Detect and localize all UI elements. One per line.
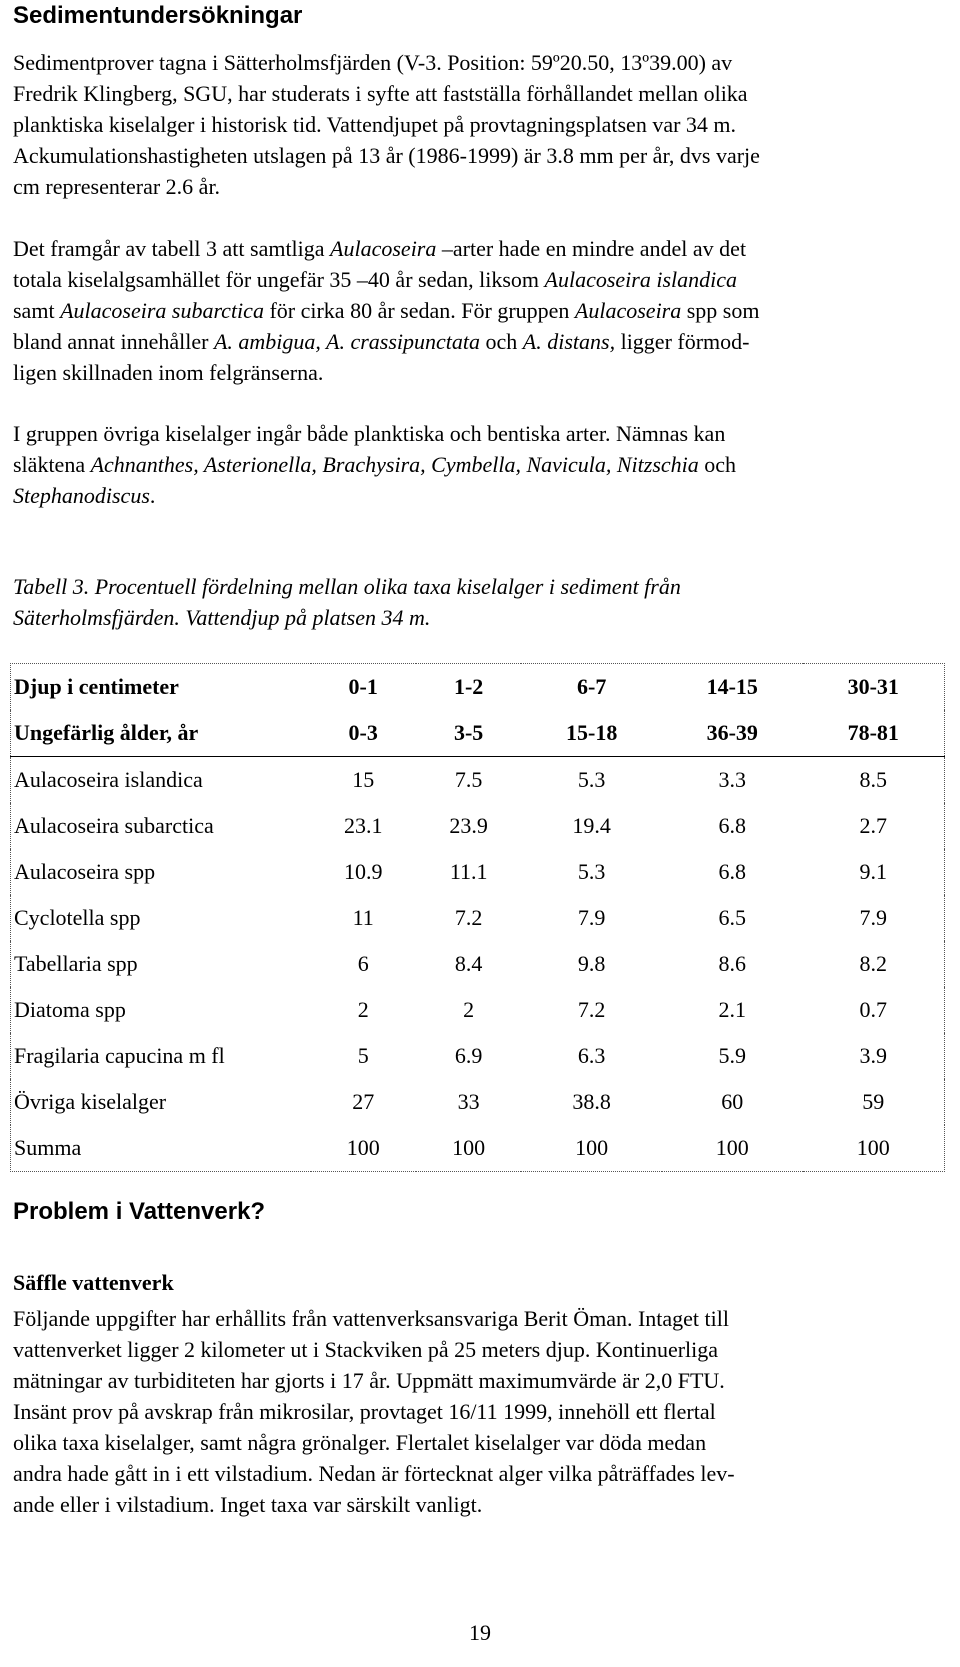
text-line: Stephanodiscus. bbox=[13, 483, 156, 508]
table-cell: 0-1 bbox=[348, 674, 378, 699]
table-row bbox=[11, 757, 945, 804]
table-cell: 1-2 bbox=[453, 674, 484, 699]
table-cell: 6.8 bbox=[718, 859, 746, 884]
table-cell: 2.1 bbox=[718, 997, 746, 1022]
table-row-label: Aulacoseira subarctica bbox=[14, 813, 214, 838]
table-cell: 7.9 bbox=[859, 905, 888, 930]
text-line: andra hade gått in i ett vilstadium. Nedan är förtecknat alger vilka påträffades lev- bbox=[13, 1461, 735, 1486]
table-caption bbox=[13, 571, 948, 633]
table-cell: 59 bbox=[862, 1089, 885, 1114]
caption-line: Säterholmsfjärden. Vattendjup på platsen 34 m. bbox=[13, 605, 431, 630]
paragraph-ovriga bbox=[13, 418, 948, 511]
table-cell: 78-81 bbox=[803, 710, 945, 757]
section-heading-vattenverk: Problem i Vattenverk? bbox=[13, 1198, 266, 1225]
table-cell: 60 bbox=[721, 1089, 744, 1114]
text-line: ande eller i vilstadium. Inget taxa var särskilt vanligt. bbox=[13, 1492, 483, 1517]
text-line: Ackumulationshastigheten utslagen på 13 år (1986-1999) är 3.8 mm per år, dvs varje bbox=[13, 143, 760, 168]
table-cell: 100 bbox=[346, 1135, 380, 1160]
table-cell: 5.9 bbox=[718, 1043, 746, 1068]
text-line: bland annat innehåller A. ambigua, A. crassipunctata och A. distans, ligger förmod- bbox=[13, 329, 750, 354]
text-line: Sedimentprover tagna i Sätterholmsfjärden (V-3. Position: 59º20.50, 13º39.00) av bbox=[13, 50, 733, 75]
text-line: Det framgår av tabell 3 att samtliga Aulacoseira –arter hade en mindre andel av det bbox=[13, 236, 747, 261]
table-cell: 8.5 bbox=[859, 767, 888, 792]
text-line: cm representerar 2.6 år. bbox=[13, 174, 221, 199]
table-cell: 15-18 bbox=[521, 710, 662, 757]
table-cell: 0-3 bbox=[311, 710, 416, 757]
table-cell: 100 bbox=[575, 1135, 609, 1160]
table-cell: 7.2 bbox=[454, 905, 483, 930]
table-row-label: Aulacoseira spp bbox=[14, 859, 156, 884]
section-heading-sediment: Sedimentundersökningar bbox=[13, 2, 303, 29]
paragraph-aulacoseira bbox=[13, 233, 948, 388]
table-row bbox=[11, 895, 945, 941]
table-row bbox=[11, 1125, 945, 1172]
table-cell: 6.5 bbox=[718, 905, 746, 930]
table-header-row bbox=[11, 710, 945, 757]
table-cell: 2 bbox=[357, 997, 369, 1022]
table-cell: 11.1 bbox=[449, 859, 488, 884]
text-line: Följande uppgifter har erhållits från vattenverksansvariga Berit Öman. Intaget till bbox=[13, 1306, 729, 1331]
text-line: planktiska kiselalger i historisk tid. Vattendjupet på provtagningsplatsen var 34 m. bbox=[13, 112, 737, 137]
table-row bbox=[11, 849, 945, 895]
text-line: samt Aulacoseira subarctica för cirka 80 år sedan. För gruppen Aulacoseira spp som bbox=[13, 298, 760, 323]
table-cell: 100 bbox=[715, 1135, 749, 1160]
table-row-label: Tabellaria spp bbox=[14, 951, 138, 976]
table-cell: 6-7 bbox=[577, 674, 607, 699]
paragraph-saffle bbox=[13, 1303, 948, 1520]
table-cell: 23.9 bbox=[449, 813, 488, 838]
table-cell: 7.5 bbox=[454, 767, 483, 792]
table-cell: 100 bbox=[452, 1135, 486, 1160]
table-row-label: Diatoma spp bbox=[14, 997, 126, 1022]
table-cell: 36-39 bbox=[662, 710, 803, 757]
table-row bbox=[11, 1033, 945, 1079]
table-row-label: Summa bbox=[14, 1135, 82, 1160]
table-cell: 14-15 bbox=[706, 674, 758, 699]
table-cell: 23.1 bbox=[343, 813, 383, 838]
table-header-row bbox=[11, 664, 945, 711]
table-row bbox=[11, 987, 945, 1033]
text-line: mätningar av turbiditeten har gjorts i 17 år. Uppmätt maximumvärde är 2,0 FTU. bbox=[13, 1368, 725, 1393]
table-row bbox=[11, 941, 945, 987]
table-cell: 27 bbox=[352, 1089, 375, 1114]
table-row-label: Ungefärlig ålder, år bbox=[11, 710, 311, 757]
table-cell: 2.7 bbox=[859, 813, 888, 838]
table-cell: 6.3 bbox=[577, 1043, 606, 1068]
table-cell: 5.3 bbox=[577, 767, 606, 792]
table-cell: 8.4 bbox=[454, 951, 483, 976]
text-line: ligen skillnaden inom felgränserna. bbox=[13, 360, 324, 385]
table-cell: 3.3 bbox=[718, 767, 746, 792]
table-cell: 10.9 bbox=[343, 859, 383, 884]
subsection-heading-saffle: Säffle vattenverk bbox=[13, 1270, 174, 1295]
table-cell: 0.7 bbox=[859, 997, 888, 1022]
table-row-label: Fragilaria capucina m fl bbox=[14, 1043, 225, 1068]
page-number: 19 bbox=[469, 1620, 491, 1645]
table-cell: 7.2 bbox=[577, 997, 606, 1022]
table-cell: 6 bbox=[357, 951, 369, 976]
table-cell: 3-5 bbox=[416, 710, 521, 757]
text-line: vattenverket ligger 2 kilometer ut i Stackviken på 25 meters djup. Kontinuerliga bbox=[13, 1337, 719, 1362]
text-line: Fredrik Klingberg, SGU, har studerats i syfte att fastställa förhållandet mellan olika bbox=[13, 81, 748, 106]
table-row bbox=[11, 1079, 945, 1125]
table-row-label: Övriga kiselalger bbox=[14, 1089, 167, 1114]
table-row bbox=[11, 803, 945, 849]
table-cell: 15 bbox=[352, 767, 375, 792]
text-line: Insänt prov på avskrap från mikrosilar, provtaget 16/11 1999, innehöll ett flertal bbox=[13, 1399, 716, 1424]
table-row-label: Cyclotella spp bbox=[14, 905, 141, 930]
table-cell: 6.9 bbox=[454, 1043, 483, 1068]
table-cell: 2 bbox=[463, 997, 475, 1022]
table-cell: 19.4 bbox=[572, 813, 611, 838]
table-cell: 5 bbox=[357, 1043, 369, 1068]
diatom-distribution-table bbox=[10, 663, 945, 1172]
table-cell: 30-31 bbox=[847, 674, 899, 699]
table-cell: 7.9 bbox=[577, 905, 606, 930]
caption-line: Tabell 3. Procentuell fördelning mellan olika taxa kiselalger i sediment från bbox=[13, 574, 681, 599]
text-line: totala kiselalgsamhället för ungefär 35 –40 år sedan, liksom Aulacoseira islandica bbox=[13, 267, 737, 292]
text-line: I gruppen övriga kiselalger ingår både planktiska och bentiska arter. Nämnas kan bbox=[13, 421, 726, 446]
table-cell: 6.8 bbox=[718, 813, 746, 838]
table-cell: 5.3 bbox=[577, 859, 606, 884]
table-cell: 11 bbox=[352, 905, 374, 930]
table-cell: 3.9 bbox=[859, 1043, 888, 1068]
table-cell: 9.1 bbox=[859, 859, 888, 884]
table-cell: 8.6 bbox=[718, 951, 746, 976]
table-cell: 38.8 bbox=[572, 1089, 611, 1114]
text-line: släktena Achnanthes, Asterionella, Brachysira, Cymbella, Navicula, Nitzschia och bbox=[13, 452, 737, 477]
table-cell: 100 bbox=[856, 1135, 890, 1160]
text-line: olika taxa kiselalger, samt några grönalger. Flertalet kiselalger var döda medan bbox=[13, 1430, 707, 1455]
table-row-label: Aulacoseira islandica bbox=[14, 767, 203, 792]
paragraph-sediment-intro bbox=[13, 47, 948, 202]
table-row-label: Djup i centimeter bbox=[14, 674, 179, 699]
table-cell: 8.2 bbox=[859, 951, 888, 976]
table-cell: 9.8 bbox=[577, 951, 606, 976]
table-cell: 33 bbox=[457, 1089, 480, 1114]
